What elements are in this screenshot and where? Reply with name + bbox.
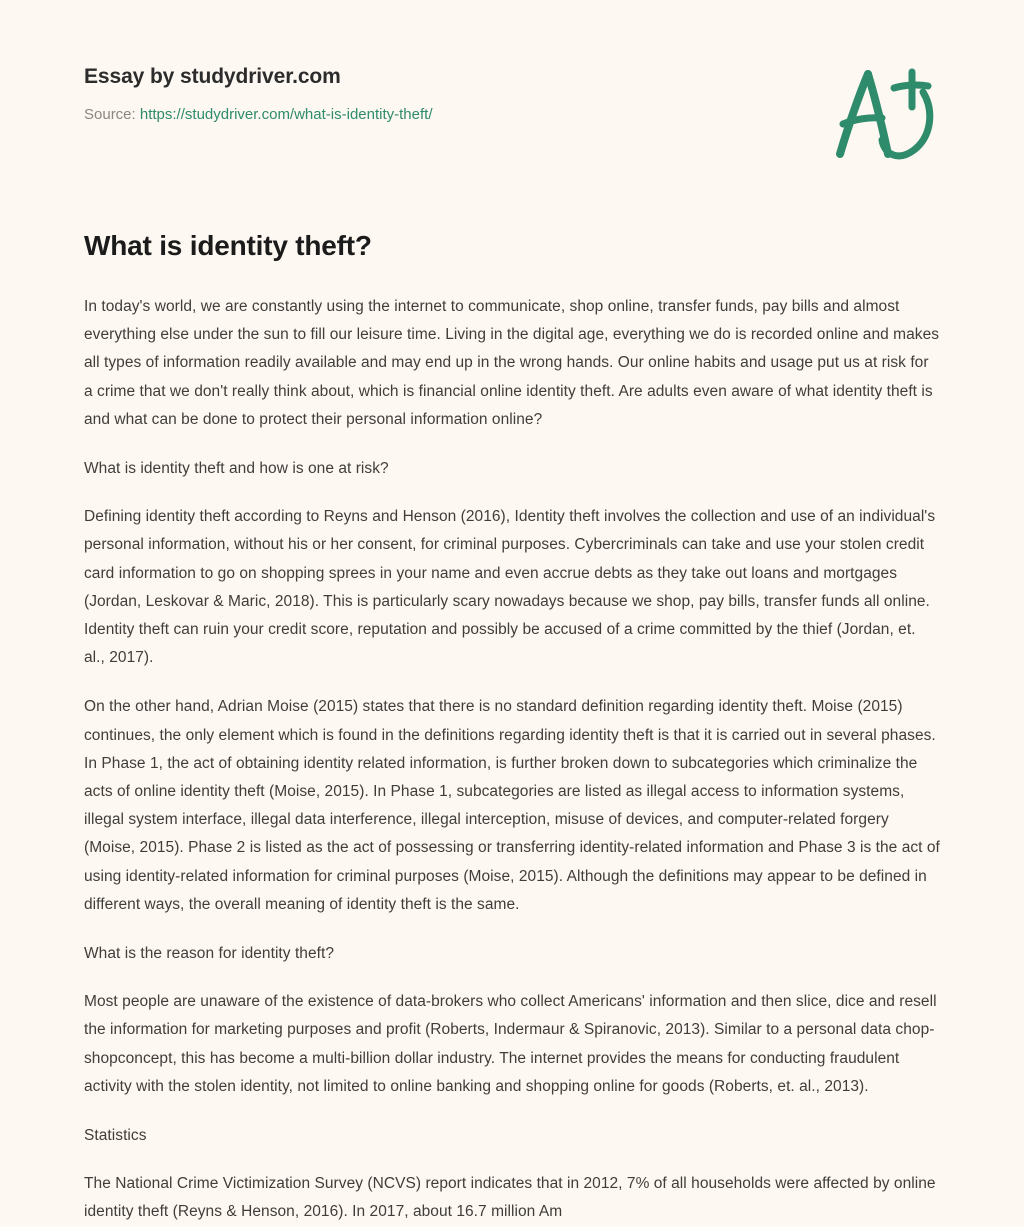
body-paragraph: Most people are unaware of the existence of data-brokers who collect Americans' information and then slice, dice and resell the information for marketing purposes and profit (Roberts, Indermaur & Spiranovic, 2013). Similar to a personal data chop-shopconcept, this has become a multi-billion dollar industry. The internet provides the means for conducting fraudulent activity with the stolen identity, not limited to online banking and shopping online for goods (Roberts, et. al., 2013). — [84, 993, 937, 1095]
body-paragraph: In today's world, we are constantly using the internet to communicate, shop online, transfer funds, pay bills and almost everything else under the sun to fill our leisure time. Living in the digital age, everything we do is recorded online and makes all types of information readily available and may end up in the wrong hands. Our online habits and usage put us at risk for a crime that we don't really think about, which is financial online identity theft. Are adults even aware of what identity theft is and what can be done to protect their personal information online? — [84, 298, 940, 428]
a-plus-logo-icon — [822, 62, 940, 170]
source-url-link[interactable]: https://studydriver.com/what-is-identity-theft/ — [139, 106, 433, 124]
page-title: What is identity theft? — [84, 230, 372, 261]
section-heading: What is the reason for identity theft? — [84, 945, 335, 963]
document-masthead — [84, 0, 940, 124]
section-heading: Statistics — [84, 1127, 147, 1145]
body-paragraph: The National Crime Victimization Survey (NCVS) report indicates that in 2012, 7% of all households were affected by online identity theft (Reyns & Henson, 2016). In 2017, about 16.7 million Am — [84, 1175, 936, 1221]
source-label: Source: — [84, 106, 136, 124]
article-body — [84, 263, 940, 1227]
body-paragraph: On the other hand, Adrian Moise (2015) states that there is no standard definition regarding identity theft. Moise (2015) continues, the only element which is found in the definitions regarding identity theft is that it is carried out in several phases. In Phase 1, the act of obtaining identity related information, is further broken down to subcategories which criminalize the acts of online identity theft (Moise, 2015). In Phase 1, subcategories are listed as illegal access to information systems, illegal system interface, illegal data interference, illegal interception, misuse of devices, and computer-related forgery (Moise, 2015). Phase 2 is listed as the act of possessing or transferring identity-related information and Phase 3 is the act of using identity-related information for criminal purposes (Moise, 2015). Although the definitions may appear to be defined in different ways, the overall meaning of identity theft is the same. — [84, 698, 940, 913]
section-heading: What is identity theft and how is one at risk? — [84, 460, 389, 478]
source-line — [84, 106, 940, 124]
body-paragraph: Defining identity theft according to Reyns and Henson (2016), Identity theft involves the collection and use of an individual's personal information, without his or her consent, for criminal purposes. Cybercriminals can take and use your stolen credit card information to go on shopping sprees in your name and even accrue debts as they take out loans and mortgages (Jordan, Leskovar & Maric, 2018). This is particularly scary nowadays because we shop, pay bills, transfer funds all online. Identity theft can ruin your credit score, reputation and possibly be accused of a crime committed by the thief (Jordan, et. al., 2017). — [84, 508, 936, 667]
a-plus-logo — [822, 62, 940, 170]
essay-attribution: Essay by studydriver.com — [84, 65, 341, 88]
